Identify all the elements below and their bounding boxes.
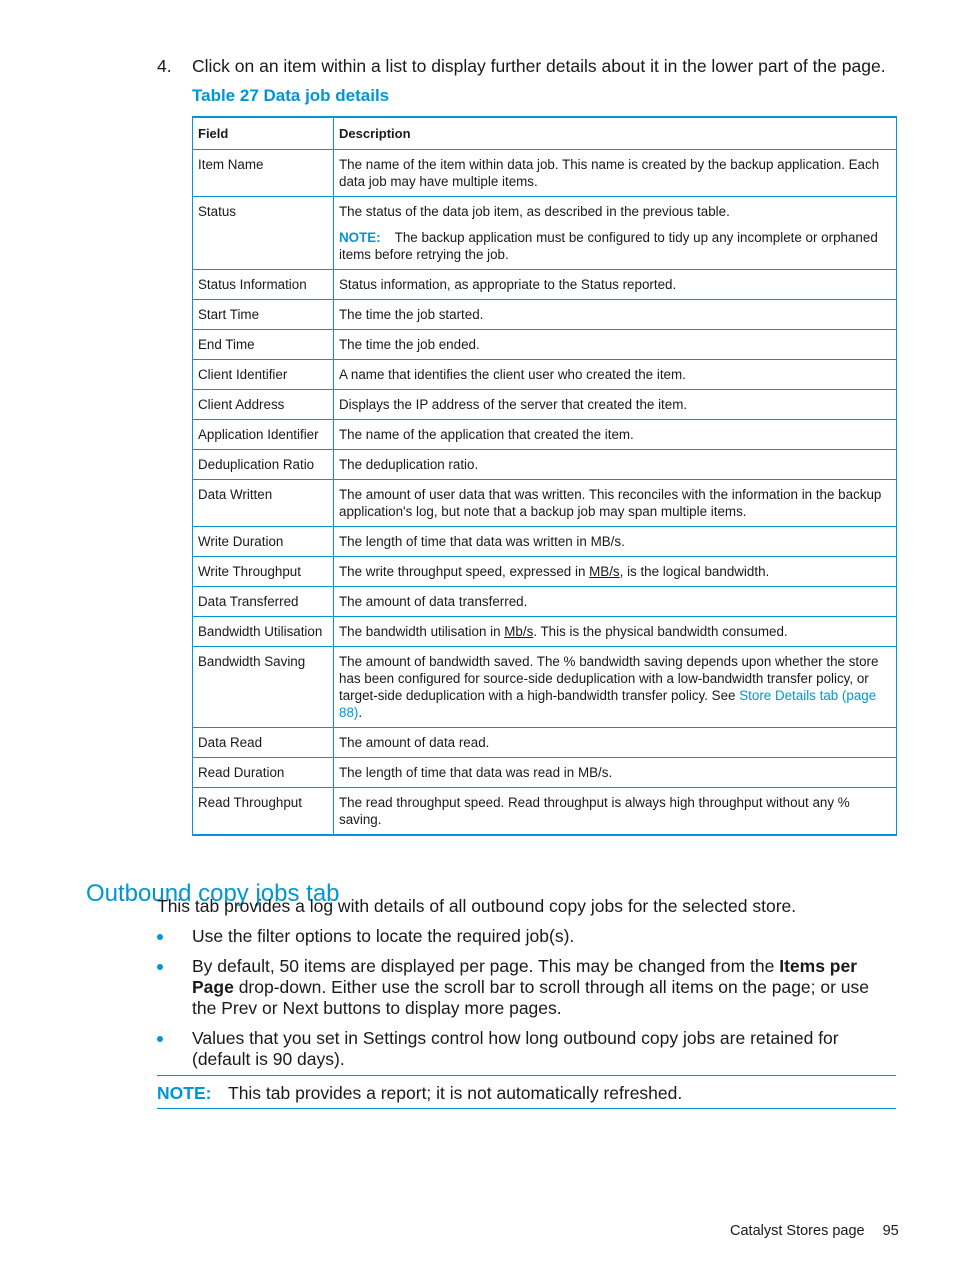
description-cell: A name that identifies the client user who created the item. (334, 360, 897, 390)
list-item (157, 926, 897, 947)
table-row (193, 728, 897, 758)
description-cell: The amount of data transferred. (334, 587, 897, 617)
description-cell: Status information, as appropriate to the Status reported. (334, 270, 897, 300)
note-text: This tab provides a report; it is not automatically refreshed. (228, 1083, 683, 1103)
description-text: . This is the physical bandwidth consumed. (533, 624, 788, 639)
step-number: 4. (157, 56, 172, 76)
table-row (193, 557, 897, 587)
field-cell: Application Identifier (193, 420, 334, 450)
field-cell: Write Duration (193, 527, 334, 557)
field-cell: Start Time (193, 300, 334, 330)
table-row (193, 270, 897, 300)
header-field: Field (193, 117, 334, 150)
data-job-details-table (192, 116, 897, 836)
table-row (193, 300, 897, 330)
page-number: 95 (882, 1223, 899, 1239)
field-cell: End Time (193, 330, 334, 360)
field-cell: Bandwidth Saving (193, 647, 334, 728)
note-label: NOTE: (339, 230, 381, 245)
status-note (339, 229, 891, 263)
table-header-row (193, 117, 897, 150)
table-row (193, 647, 897, 728)
description-text: The status of the data job item, as described in the previous table. (339, 204, 730, 219)
table-row (193, 587, 897, 617)
field-cell: Client Address (193, 390, 334, 420)
bullet-text: Values that you set in Settings control how long outbound copy jobs are retained for (default is 90 days). (192, 1028, 839, 1069)
table-row (193, 390, 897, 420)
field-cell: Data Transferred (193, 587, 334, 617)
unit-mbps: MB/s (589, 564, 620, 579)
header-description: Description (334, 117, 897, 150)
description-text: The amount of bandwidth saved. The % bandwidth saving depends upon whether the store has been configured for source-side deduplication with a low-bandwidth transfer policy, or target-side deduplication with a high-bandwidth transfer policy. See (339, 654, 879, 703)
bullet-text: drop-down. Either use the scroll bar to scroll through all items on the page; or use the Prev or Next buttons to display more pages. (192, 977, 870, 1018)
bullet-icon (157, 934, 163, 940)
table-row (193, 330, 897, 360)
description-cell: The amount of user data that was written. This reconciles with the information in the backup application's log, but note that a backup job may span multiple items. (334, 480, 897, 527)
table-row (193, 197, 897, 270)
step-text: Click on an item within a list to display further details about it in the lower part of the page. (192, 56, 886, 76)
field-cell: Deduplication Ratio (193, 450, 334, 480)
bullet-icon (157, 1036, 163, 1042)
field-cell: Bandwidth Utilisation (193, 617, 334, 647)
description-text: The write throughput speed, expressed in (339, 564, 590, 579)
description-cell: The time the job ended. (334, 330, 897, 360)
description-cell: The amount of data read. (334, 728, 897, 758)
description-cell: The read throughput speed. Read throughput is always high throughput without any % saving. (334, 788, 897, 836)
list-item (157, 1028, 897, 1070)
bullet-text: Use the filter options to locate the required job(s). (192, 926, 575, 946)
field-cell: Read Duration (193, 758, 334, 788)
field-cell: Data Read (193, 728, 334, 758)
unit-mbits: Mb/s (504, 624, 534, 639)
description-cell (334, 557, 897, 587)
note-box (157, 1075, 896, 1109)
description-cell: The deduplication ratio. (334, 450, 897, 480)
table-row (193, 617, 897, 647)
table-row (193, 480, 897, 527)
table-row (193, 360, 897, 390)
field-cell: Item Name (193, 150, 334, 197)
table-row (193, 527, 897, 557)
description-cell (334, 197, 897, 270)
description-text: . (358, 705, 363, 720)
description-cell: The name of the application that created the item. (334, 420, 897, 450)
bullet-icon (157, 964, 163, 970)
list-item (157, 956, 897, 1019)
table-caption: Table 27 Data job details (192, 86, 390, 105)
description-cell: The time the job started. (334, 300, 897, 330)
table-row (193, 758, 897, 788)
note-label: NOTE: (157, 1083, 212, 1103)
table-row (193, 420, 897, 450)
field-cell: Data Written (193, 480, 334, 527)
field-cell: Read Throughput (193, 788, 334, 836)
section-heading: Outbound copy jobs tab (86, 879, 340, 907)
page-footer (730, 1223, 899, 1239)
description-cell (334, 647, 897, 728)
field-cell: Client Identifier (193, 360, 334, 390)
note-text: The backup application must be configured to tidy up any incomplete or orphaned items before retrying the job. (339, 230, 878, 262)
bullet-text: By default, 50 items are displayed per page. This may be changed from the (192, 956, 780, 976)
items-per-page-term: Items per Page (192, 956, 858, 997)
description-cell: The name of the item within data job. This name is created by the backup application. Each data job may have multiple items. (334, 150, 897, 197)
description-cell: The length of time that data was read in MB/s. (334, 758, 897, 788)
store-details-link[interactable]: Store Details tab (page 88) (339, 688, 877, 720)
table-row (193, 788, 897, 836)
table-row (193, 450, 897, 480)
field-cell: Status (193, 197, 334, 270)
section-intro: This tab provides a log with details of all outbound copy jobs for the selected store. (157, 896, 797, 916)
description-cell: Displays the IP address of the server that created the item. (334, 390, 897, 420)
description-text: The bandwidth utilisation in (339, 624, 505, 639)
description-cell: The length of time that data was written in MB/s. (334, 527, 897, 557)
description-text: , is the logical bandwidth. (619, 564, 770, 579)
field-cell: Status Information (193, 270, 334, 300)
table-row (193, 150, 897, 197)
bullet-list (157, 926, 897, 1079)
footer-title: Catalyst Stores page (730, 1223, 865, 1239)
description-cell (334, 617, 897, 647)
field-cell: Write Throughput (193, 557, 334, 587)
